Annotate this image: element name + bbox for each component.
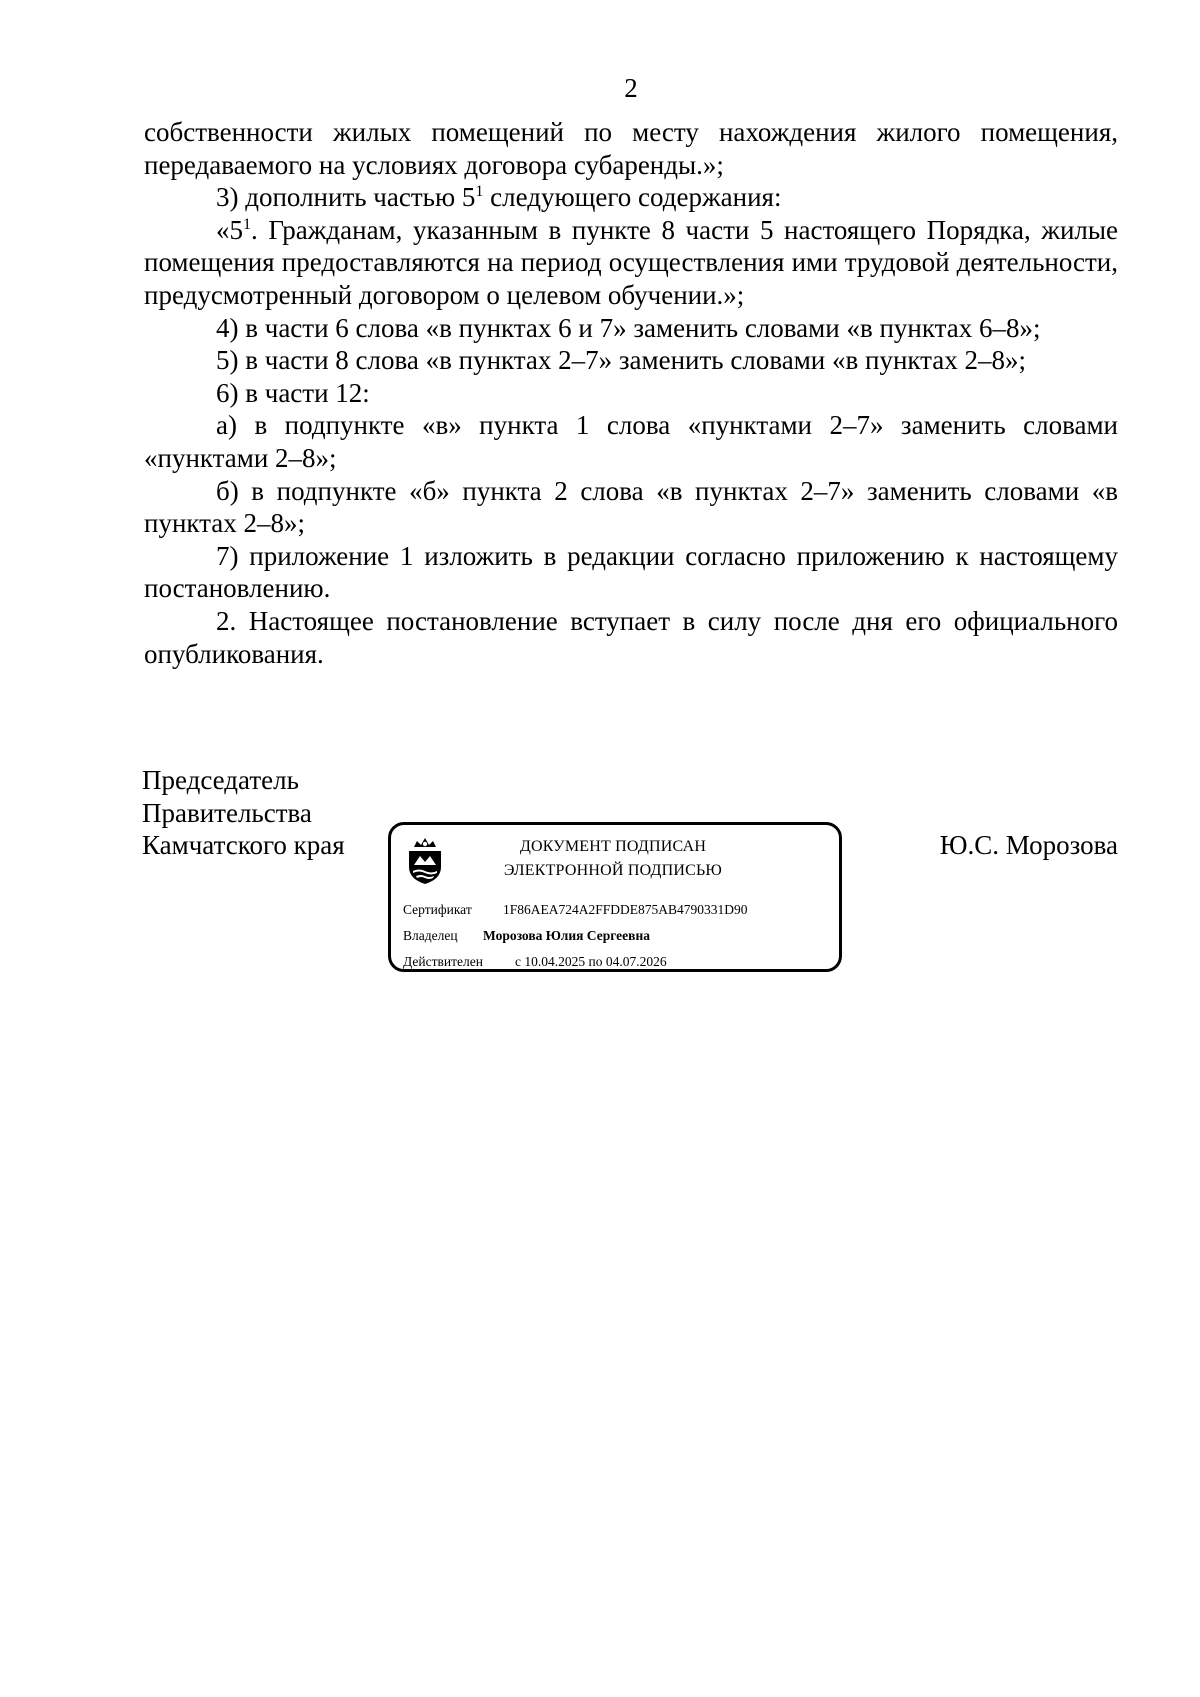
paragraph-2-text: 3) дополнить частью 5: [216, 182, 476, 213]
stamp-title-line-2: ЭЛЕКТРОННОЙ ПОДПИСЬЮ: [503, 862, 723, 879]
signatory-line-2: Правительства: [142, 797, 312, 828]
certificate-label: Сертификат: [403, 902, 472, 917]
stamp-title: [483, 835, 743, 883]
owner-value: Морозова Юлия Сергеевна: [483, 928, 650, 943]
owner-label: Владелец: [403, 928, 458, 943]
paragraph-2: [144, 181, 1118, 214]
certificate-value: 1F86AEA724A2FFDDE875AB4790331D90: [503, 902, 748, 917]
paragraph-7: а) в подпункте «в» пункта 1 слова «пунктами 2–7» заменить словами «пунктами 2–8»;: [144, 410, 1118, 473]
validity-label: Действителен: [403, 954, 483, 969]
paragraph-3-text: «5: [216, 214, 243, 245]
paragraph-8: б) в подпункте «б» пункта 2 слова «в пунктах 2–7» заменить словами «в пунктах 2–8»;: [144, 475, 1118, 539]
kamchatka-coat-of-arms-icon: [405, 835, 445, 885]
superscript: 1: [243, 215, 251, 233]
document-body: [144, 116, 1118, 670]
paragraph-3: [144, 214, 1118, 312]
paragraph-6: 6) в части 12:: [216, 377, 370, 408]
paragraph-10: 2. Настоящее постановление вступает в силу после дня его официального опубликования.: [144, 605, 1118, 669]
paragraph-3-text-end: . Гражданам, указанным в пункте 8 части 5 настоящего Порядка, жилые помещения предоставляются на период осуществления ими трудовой деятельности, предусмотренный договором о целевом обучении.»;: [144, 214, 1118, 310]
signer-name: Ю.С. Морозова: [939, 830, 1118, 860]
paragraph-1: собственности жилых помещений по месту нахождения жилого помещения, передаваемого на условиях договора субаренды.»;: [144, 117, 1118, 180]
paragraph-2-text-end: следующего содержания:: [483, 182, 782, 213]
stamp-owner-row: [403, 927, 650, 945]
paragraph-9: 7) приложение 1 изложить в редакции согласно приложению к настоящему постановлению.: [144, 540, 1118, 604]
stamp-certificate-row: [403, 901, 748, 919]
superscript: 1: [475, 183, 484, 201]
paragraph-4: 4) в части 6 слова «в пунктах 6 и 7» заменить словами «в пунктах 6–8»;: [216, 312, 1041, 343]
stamp-validity-row: [403, 953, 667, 971]
electronic-signature-stamp: [388, 822, 842, 972]
signatory-title: [142, 764, 345, 862]
paragraph-5: 5) в части 8 слова «в пунктах 2–7» заменить словами «в пунктах 2–8»;: [216, 345, 1027, 376]
validity-value: с 10.04.2025 по 04.07.2026: [515, 954, 667, 969]
signatory-line-1: Председатель: [142, 765, 299, 795]
page-number: 2: [624, 73, 638, 103]
signatory-line-3: Камчатского края: [142, 830, 345, 861]
stamp-title-line-1: ДОКУМЕНТ ПОДПИСАН: [519, 838, 707, 855]
